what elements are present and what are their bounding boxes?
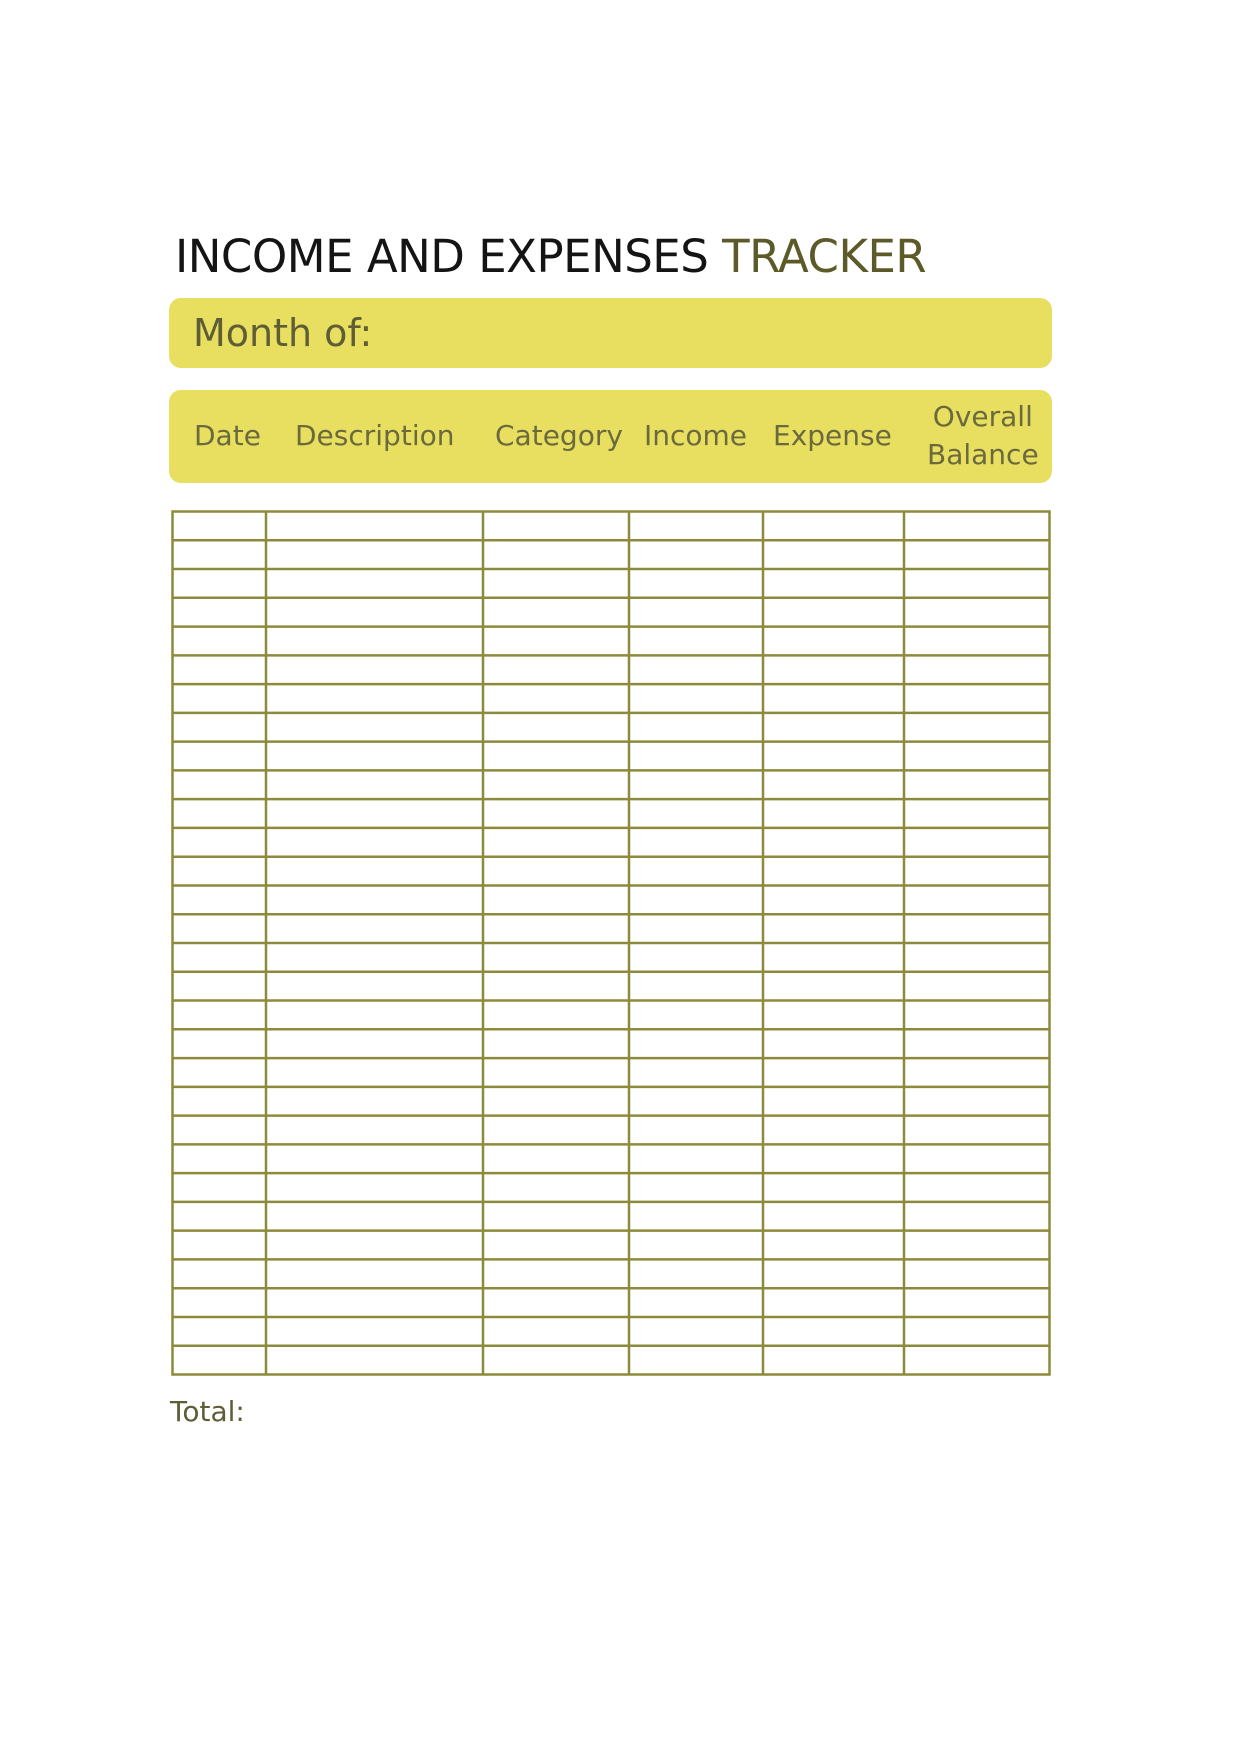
column-header-description: Description	[295, 419, 455, 452]
column-header-overall-balance-line2: Balance	[927, 438, 1039, 471]
column-header-date: Date	[194, 419, 261, 452]
column-header-expense: Expense	[773, 419, 892, 452]
total-label: Total:	[170, 1395, 245, 1428]
column-header-overall-balance	[927, 398, 1039, 474]
entries-grid[interactable]	[171, 510, 1051, 1376]
column-header-income: Income	[644, 419, 748, 452]
month-field[interactable]	[169, 298, 1052, 368]
table-header	[169, 390, 1052, 483]
column-header-category: Category	[495, 419, 623, 452]
column-header-overall-balance-line1: Overall	[932, 400, 1033, 433]
entries-table[interactable]	[171, 510, 1051, 1376]
month-label: Month of:	[193, 311, 373, 355]
title-accent: TRACKER	[722, 230, 927, 283]
title-main: INCOME AND EXPENSES	[175, 230, 709, 283]
page-title	[175, 228, 926, 286]
